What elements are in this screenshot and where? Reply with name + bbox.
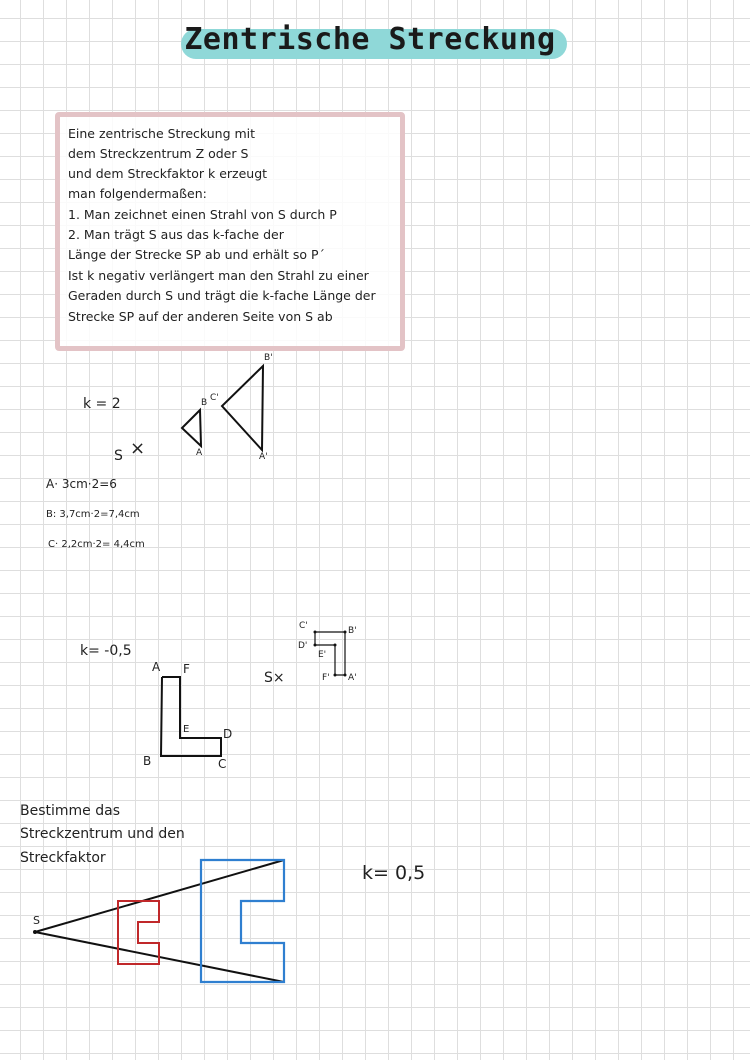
task-answer: k= 0,5 bbox=[362, 862, 426, 884]
point-label-a: A bbox=[152, 660, 161, 674]
definition-line: Geraden durch S und trägt die k-fache Länge der bbox=[68, 288, 376, 303]
center-mark: × bbox=[130, 438, 146, 459]
point-label-b: B bbox=[201, 398, 208, 408]
triangle-image bbox=[222, 366, 263, 450]
point-label-a-prime: A' bbox=[259, 452, 268, 462]
definition-line: Ist k negativ verlängert man den Strahl zu einer bbox=[68, 268, 369, 283]
k-label-example2: k= -0,5 bbox=[80, 643, 132, 659]
point-label-d-prime: D' bbox=[298, 641, 308, 651]
point-b-prime bbox=[344, 631, 347, 634]
calculation-line: A· 3cm·2=6 bbox=[46, 477, 117, 491]
definition-line: Strecke SP auf der anderen Seite von S ab bbox=[68, 309, 333, 324]
definition-line: man folgendermaßen: bbox=[68, 186, 207, 201]
triangle-original bbox=[182, 410, 201, 446]
calculation-line: B: 3,7cm·2=7,4cm bbox=[46, 509, 140, 520]
point-label-c: C bbox=[218, 757, 227, 771]
point-label-a: A bbox=[196, 448, 203, 458]
definition-line: und dem Streckfaktor k erzeugt bbox=[68, 166, 268, 181]
center-label-s: S bbox=[114, 448, 123, 464]
point-label-b: B bbox=[143, 754, 152, 768]
definition-line: 1. Man zeichnet einen Strahl von S durch P bbox=[68, 207, 337, 222]
point-s bbox=[33, 930, 37, 934]
point-label-e: E bbox=[183, 724, 190, 735]
point-label-c-prime: C' bbox=[210, 393, 219, 403]
large-shape bbox=[201, 860, 284, 982]
task-line: Bestimme das bbox=[20, 803, 120, 819]
definition-line: dem Streckzentrum Z oder S bbox=[68, 146, 249, 161]
point-c-prime bbox=[314, 631, 317, 634]
definition-line: 2. Man trägt S aus das k-fache der bbox=[68, 227, 284, 242]
point-d-prime bbox=[314, 644, 317, 647]
point-label-f: F bbox=[183, 662, 190, 676]
task-center-label: S bbox=[33, 914, 40, 927]
definition-line: Länge der Strecke SP ab und erhält so P´ bbox=[68, 247, 325, 262]
point-label-d: D bbox=[223, 727, 233, 741]
point-label-b-prime: B' bbox=[348, 626, 357, 636]
l-shape-original bbox=[161, 677, 221, 756]
task-line: Streckfaktor bbox=[20, 850, 106, 866]
point-label-e-prime: E' bbox=[318, 650, 327, 660]
center-label-s-example2: S× bbox=[264, 670, 285, 686]
point-a-prime bbox=[344, 674, 347, 677]
point-label-a-prime: A' bbox=[348, 673, 357, 683]
point-e-prime bbox=[334, 644, 337, 647]
small-shape bbox=[118, 901, 159, 964]
task-line: Streckzentrum und den bbox=[20, 826, 185, 842]
k-label-example1: k = 2 bbox=[83, 396, 121, 412]
point-label-f-prime: F' bbox=[322, 673, 330, 683]
point-label-c-prime: C' bbox=[299, 621, 308, 631]
point-f-prime bbox=[334, 674, 337, 677]
calculation-line: C· 2,2cm·2= 4,4cm bbox=[48, 539, 145, 550]
page-title: Zentrische Streckung bbox=[184, 22, 556, 57]
point-label-b-prime: B' bbox=[264, 353, 273, 363]
definition-line: Eine zentrische Streckung mit bbox=[68, 126, 256, 141]
